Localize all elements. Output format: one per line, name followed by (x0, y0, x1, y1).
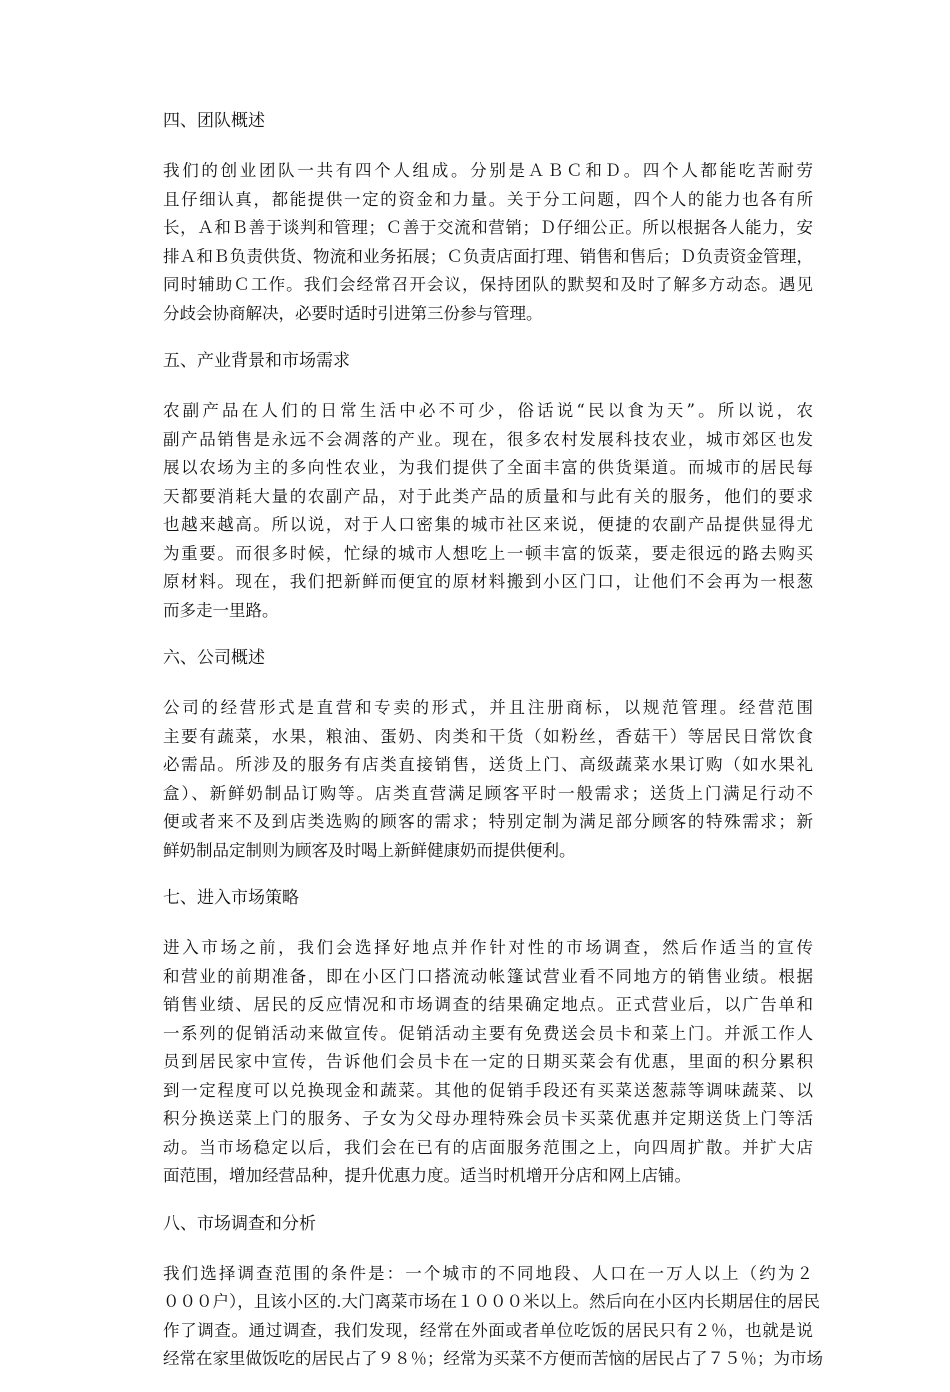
document-section (163, 883, 813, 1191)
paragraph-line: 且仔细认真，都能提供一定的资金和力量。关于分工问题，四个人的能力也各有所 (163, 189, 813, 209)
paragraph-line: 鲜奶制品定制则为顾客及时喝上新鲜健康奶而提供便利。 (163, 840, 576, 860)
paragraph-line: 经常在家里做饭吃的居民占了９８％；经常为买菜不方便而苦恼的居民占了７５％；为市场 (163, 1349, 823, 1368)
paragraph-line: 长，Ａ和Ｂ善于谈判和管理；Ｃ善于交流和营销；Ｄ仔细公正。所以根据各人能力，安 (163, 218, 813, 237)
section-heading: 六、公司概述 (163, 648, 265, 668)
paragraph-line: 主要有蔬菜，水果，粮油、蛋奶、肉类和干货（如粉丝，香菇干）等居民日常饮食 (163, 726, 813, 746)
paragraph-line: 展以农场为主的多向性农业，为我们提供了全面丰富的供货渠道。而城市的居民每 (163, 458, 813, 477)
paragraph-line: 员到居民家中宣传，告诉他们会员卡在一定的日期买菜会有优惠，里面的积分累积 (163, 1052, 813, 1071)
paragraph-line: 排Ａ和Ｂ负责供货、物流和业务拓展；Ｃ负责店面打理、销售和售后；Ｄ负责资金管理， (163, 246, 813, 266)
document-body (163, 106, 823, 1392)
section-paragraph (163, 694, 813, 865)
paragraph-line: 销售业绩、居民的反应情况和市场调查的结果确定地点。正式营业后，以广告单和 (163, 995, 813, 1014)
document-section (163, 346, 813, 625)
paragraph-line: 我们的创业团队一共有四个人组成。分别是ＡＢＣ和Ｄ。四个人都能吃苦耐劳 (163, 161, 813, 180)
paragraph-line: 作了调查。通过调查，我们发现，经常在外面或者单位吃饭的居民只有２％，也就是说 (163, 1320, 813, 1340)
paragraph-line: 积分换送菜上门的服务、子女为父母办理特殊会员卡买菜优惠并定期送货上门等活 (163, 1109, 813, 1128)
section-heading: 五、产业背景和市场需求 (163, 351, 350, 371)
section-paragraph (163, 157, 813, 328)
paragraph-line: 便或者来不及到店类选购的顾客的需求；特别定制为满足部分顾客的特殊需求；新 (163, 812, 813, 831)
document-section (163, 106, 813, 328)
paragraph-line: 公司的经营形式是直营和专卖的形式，并且注册商标，以规范管理。经营范围 (163, 698, 813, 717)
document-section (163, 1209, 823, 1374)
paragraph-line: 副产品销售是永远不会凋落的产业。现在，很多农村发展科技农业，城市郊区也发 (163, 429, 813, 449)
paragraph-line: 为重要。而很多时候，忙绿的城市人想吃上一顿丰富的饭菜，要走很远的路去购买 (163, 543, 813, 563)
section-paragraph (163, 397, 813, 625)
paragraph-line: ０００户），且该小区的.大门离菜市场在１０００米以上。然后向在小区内长期居住的居民 (163, 1292, 820, 1311)
paragraph-line: 到一定程度可以兑换现金和蔬菜。其他的促销手段还有买菜送葱蒜等调味蔬菜、以 (163, 1080, 813, 1100)
paragraph-line: 而多走一里路。 (163, 600, 279, 620)
document-section (163, 643, 813, 865)
section-paragraph (163, 934, 813, 1191)
section-heading: 七、进入市场策略 (163, 888, 299, 908)
paragraph-line: 原材料。现在，我们把新鲜而便宜的原材料搬到小区门口，让他们不会再为一根葱 (163, 572, 813, 591)
paragraph-line: 分歧会协商解决，必要时适时引进第三份参与管理。 (163, 303, 543, 323)
paragraph-line: 面范围，增加经营品种，提升优惠力度。适当时机增开分店和网上店铺。 (163, 1166, 691, 1185)
paragraph-line: 和营业的前期准备，即在小区门口搭流动帐篷试营业看不同地方的销售业绩。根据 (163, 966, 813, 986)
section-heading: 四、团队概述 (163, 111, 265, 131)
section-heading: 八、市场调查和分析 (163, 1213, 316, 1234)
paragraph-line: 也越来越高。所以说，对于人口密集的城市社区来说，便捷的农副产品提供显得尤 (163, 515, 813, 534)
paragraph-line: 农副产品在人们的日常生活中必不可少，俗话说“民以食为天”。所以说，农 (163, 401, 813, 420)
paragraph-line: 动。当市场稳定以后，我们会在已有的店面服务范围之上，向四周扩散。并扩大店 (163, 1137, 813, 1157)
paragraph-line: 我们选择调查范围的条件是：一个城市的不同地段、人口在一万人以上（约为２ (163, 1263, 813, 1283)
section-paragraph (163, 1260, 823, 1374)
paragraph-line: 同时辅助Ｃ工作。我们会经常召开会议，保持团队的默契和及时了解多方动态。遇见 (163, 275, 813, 294)
paragraph-line: 进入市场之前，我们会选择好地点并作针对性的市场调查，然后作适当的宣传 (163, 938, 813, 957)
paragraph-line: 一系列的促销活动来做宣传。促销活动主要有免费送会员卡和菜上门。并派工作人 (163, 1023, 813, 1043)
paragraph-line: 天都要消耗大量的农副产品，对于此类产品的质量和与此有关的服务，他们的要求 (163, 486, 813, 506)
paragraph-line: 盒）、新鲜奶制品订购等。店类直营满足顾客平时一般需求；送货上门满足行动不 (163, 783, 813, 803)
paragraph-line: 必需品。所涉及的服务有店类直接销售，送货上门、高级蔬菜水果订购（如水果礼 (163, 755, 813, 774)
